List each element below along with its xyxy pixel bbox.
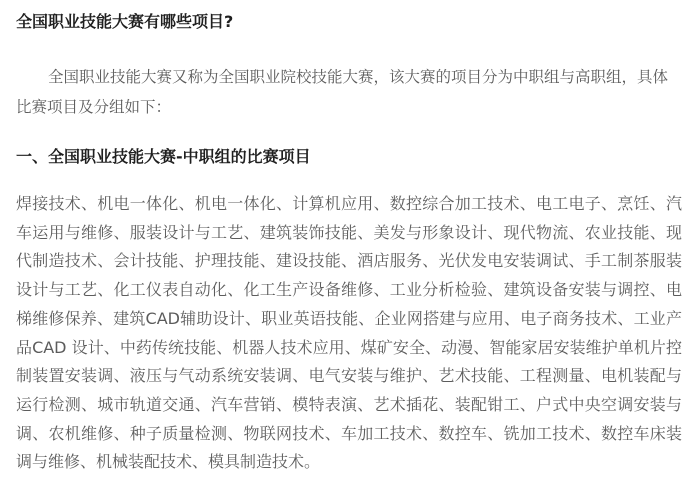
article-title: 全国职业技能大赛有哪些项目? — [16, 12, 234, 31]
intro-paragraph: 全国职业技能大赛又称为全国职业院校技能大赛，该大赛的项目分为中职组与高职组，具体比赛项目及分组如下： — [16, 68, 669, 116]
projects-paragraph: 焊接技术、机电一体化、机电一体化、计算机应用、数控综合加工技术、电工电子、烹饪、汽车运用与维修、服装设计与工艺、建筑装饰技能、美发与形象设计、现代物流、农业技能、现代制造技术、会计技能、护理技能、建设技能、酒店服务、光伏发电安装调试、手工制茶服装设计与工艺、化工仪表自动化、化工生产设备维修、工业分析检验、建筑设备安装与调控、电梯维修保养、建筑CAD辅助设计、职业英语技能、企业网搭建与应用、电子商务技术、工业产品CAD 设计、中药传统技能、机器人技术应用、煤矿安全、动漫、智能家居安装维护单机片控制装置安装调、液压与气动系统安装调、电气安装与维护、艺术技能、工程测量、电机装配与运行检测、城市轨道交通、汽车营销、模特表演、艺术插花、装配钳工、户式中央空调安装与调、农机维修、种子质量检测、物联网技术、车加工技术、数控车、铣加工技术、数控车床装调与维修、机械装配技术、模具制造技术。 — [16, 194, 682, 472]
section-heading: 一、全国职业技能大赛-中职组的比赛项目 — [16, 147, 311, 166]
